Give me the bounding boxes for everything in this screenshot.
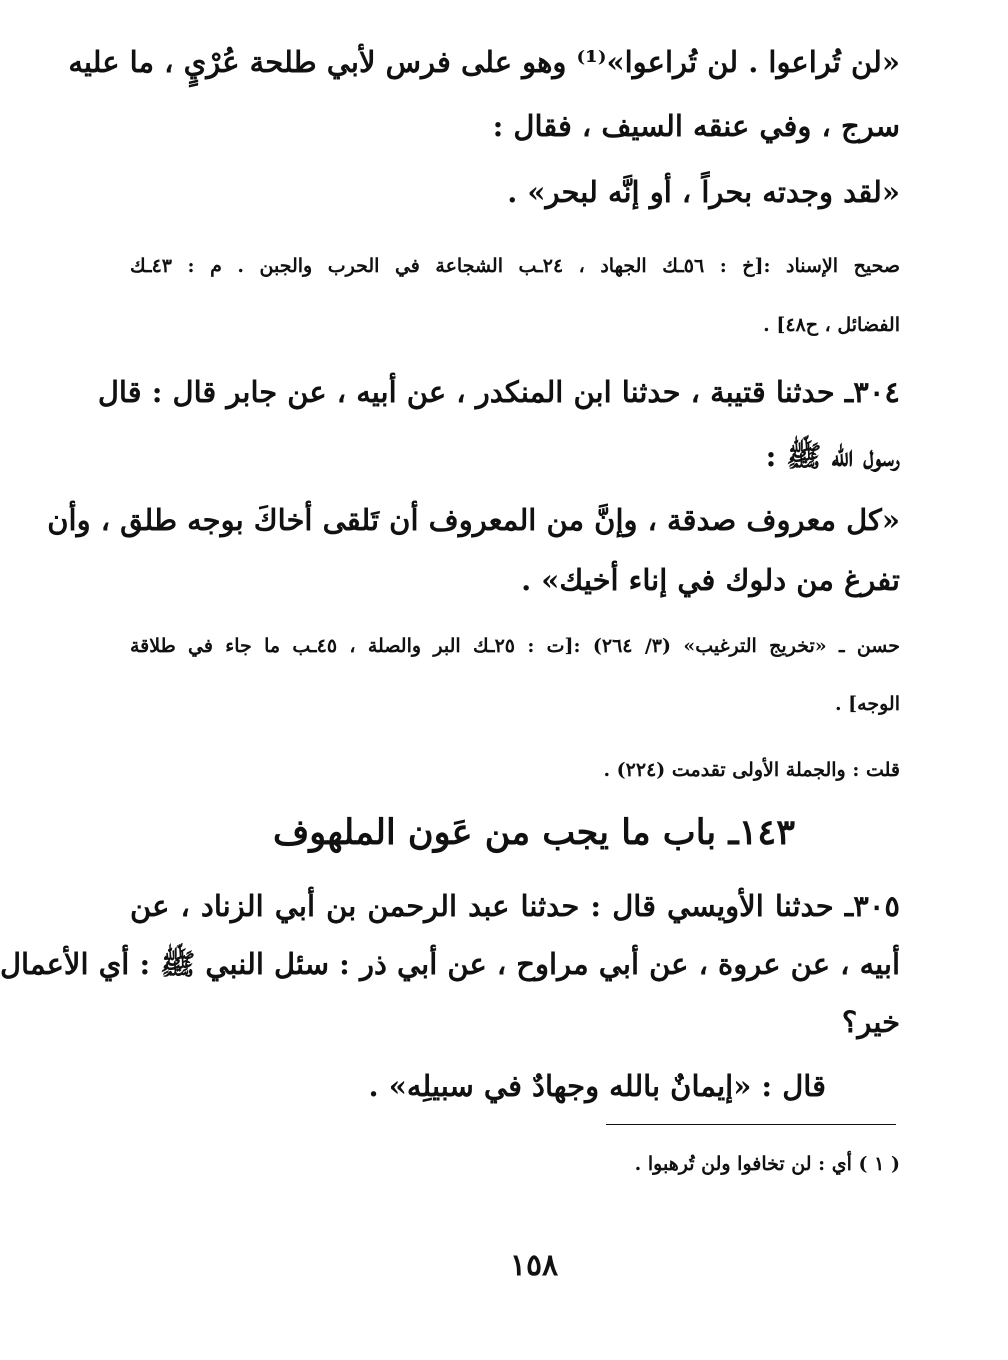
grading-2-line-2: الوجه] . <box>834 693 900 715</box>
hadith-305-line-2: أبيه ، عن عروة ، عن أبي مراوح ، عن أبي ذر : سئل النبي ﷺ : أي الأعمال <box>0 947 900 981</box>
hadith-304-line-2: رسول اللّه ﷺ : <box>765 439 900 473</box>
text-line-2: سرج ، وفي عنقه السيف ، فقال : <box>492 109 900 143</box>
text-line-1: «لن تُراعوا . لن تُراعوا»⁽¹⁾ وهو على فرس لأبي طلحة عُرْيٍ ، ما عليه <box>68 45 900 79</box>
hadith-304-line-4: تفرغ من دلوك في إناء أخيك» . <box>521 563 900 597</box>
author-note: قلت : والجملة الأولى تقدمت (٢٢٤) . <box>603 759 900 781</box>
footnote-separator <box>606 1124 896 1125</box>
hadith-305-line-4: قال : «إيمانٌ بالله وجهادٌ في سبيلِه» . <box>368 1069 826 1103</box>
grading-line-2: الفضائل ، ح٤٨] . <box>763 314 900 336</box>
hadith-305-line-1: ٣٠٥ـ حدثنا الأويسي قال : حدثنا عبد الرحمن بن أبي الزناد ، عن <box>130 889 900 923</box>
grading-line-1: صحيح الإسناد :[خ : ٥٦ـك الجهاد ، ٢٤ـب الشجاعة في الحرب والجبن . م : ٤٣ـك <box>130 255 900 277</box>
footnote: ( ١ ) أي : لن تخافوا ولن تُرهبوا . <box>634 1153 900 1175</box>
chapter-heading: ١٤٣ـ باب ما يجب من عَون الملهوف <box>272 812 795 853</box>
hadith-304-line-3: «كل معروف صدقة ، وإنَّ من المعروف أن تَلقى أخاكَ بوجه طلق ، وأن <box>47 503 900 537</box>
page-number: ١٥٨ <box>509 1248 559 1283</box>
hadith-304-line-1: ٣٠٤ـ حدثنا قتيبة ، حدثنا ابن المنكدر ، عن أبيه ، عن جابر قال : قال <box>97 375 900 409</box>
grading-2-line-1: حسن ـ «تخريج الترغيب» (٣/ ٢٦٤) :[ت : ٢٥ـك البر والصلة ، ٤٥ـب ما جاء في طلاقة <box>130 635 901 657</box>
hadith-305-line-3: خير؟ <box>841 1005 900 1039</box>
text-line-3: «لقد وجدته بحراً ، أو إنَّه لبحر» . <box>507 175 900 209</box>
